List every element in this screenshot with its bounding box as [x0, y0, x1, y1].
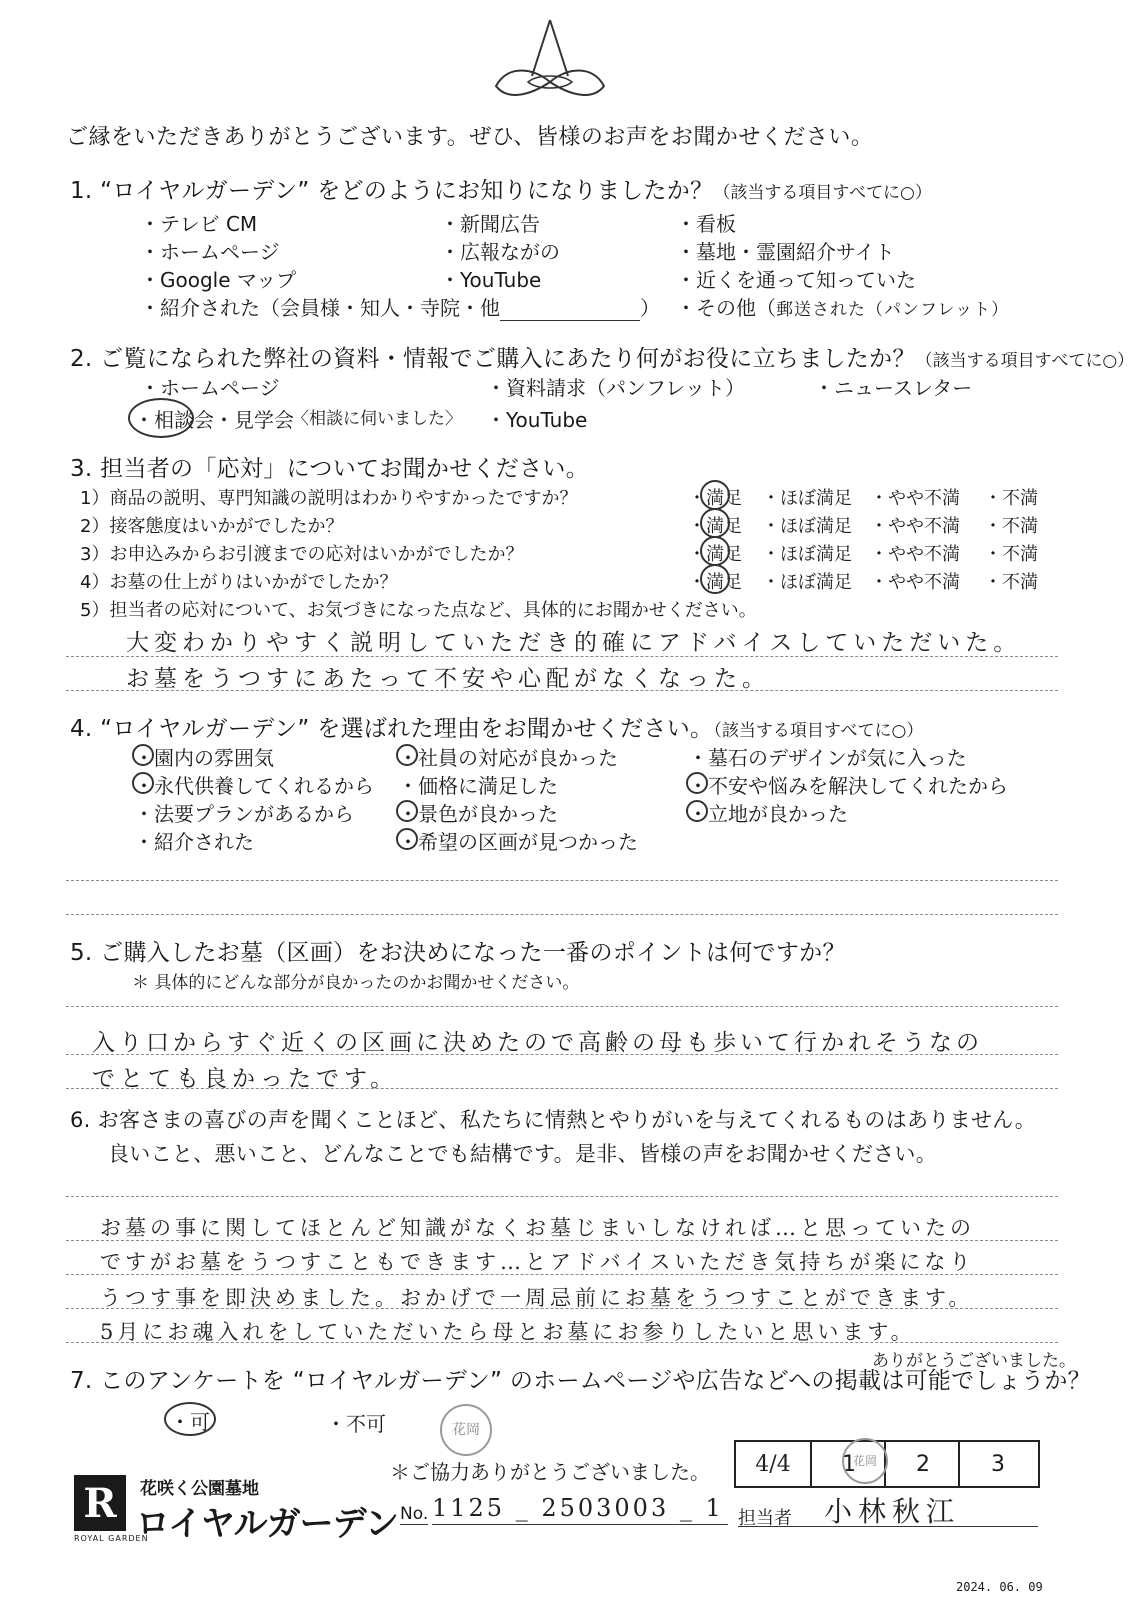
q3-title: 3. 担当者の「応対」についてお聞かせください。: [70, 456, 589, 482]
q4-option-resolved[interactable]: ・不安や悩みを解決してくれたから: [688, 774, 1008, 798]
q3-1-circle-mark: [700, 480, 730, 510]
q1-option-referred[interactable]: [140, 292, 660, 321]
q4-mark-scenery: [396, 800, 418, 822]
q1-option-signboard[interactable]: ・看板: [676, 212, 736, 236]
q4-option-atmosphere[interactable]: ・園内の雰囲気: [134, 746, 274, 770]
q3-1-dissatisfied[interactable]: ・不満: [984, 488, 1038, 509]
number-underline: [432, 1524, 728, 1525]
q3-4-circle-mark: [700, 564, 730, 594]
tally-cell-3: 2: [884, 1442, 960, 1486]
q6-rule-2: [66, 1274, 1058, 1275]
q5-rule-2: [66, 1088, 1058, 1089]
q5-answer-line-1: 入り口からすぐ近くの区画に決めたので高齢の母も歩いて行かれそうなの: [92, 1030, 983, 1056]
q3-item-4: 4）お墓の仕上がりはいかがでしたか？: [80, 572, 398, 593]
q6-answer-line-2: ですがお墓をうつすこともできます…とアドバイスいただき気持ちが楽になり: [100, 1250, 975, 1274]
q3-answer-line-1: 大変わかりやすく説明していただき的確にアドバイスしていただいた。: [126, 630, 1022, 656]
q4-title-row: [70, 710, 923, 743]
q3-2-satisfied[interactable]: ・満足: [688, 516, 742, 537]
q5-rule-1: [66, 1054, 1058, 1055]
q2-option-youtube[interactable]: ・YouTube: [486, 408, 588, 432]
q6-rule-0: [66, 1196, 1058, 1197]
q1-other-label: ・その他（: [676, 296, 776, 320]
q1-title-row: [70, 172, 932, 205]
q3-answer-rule-2: [66, 690, 1058, 691]
q2-note: （該当する項目すべてに○）: [915, 351, 1135, 371]
q6-rule-3: [66, 1308, 1058, 1309]
intro-text: ご縁をいただきありがとうございます。ぜひ、皆様のお声をお聞かせください。: [66, 125, 874, 150]
q6-answer-line-4: 5月にお魂入れをしていただいたら母とお墓にお参りしたいと思います。: [100, 1320, 916, 1344]
q7-option-no[interactable]: ・不可: [326, 1412, 386, 1436]
q5-rule-0: [66, 1006, 1058, 1007]
q3-3-dissatisfied[interactable]: ・不満: [984, 544, 1038, 565]
q3-3-circle-mark: [700, 536, 730, 566]
q4-mark-eternal: [132, 772, 154, 794]
q6-rule-4: [66, 1342, 1058, 1343]
q3-2-dissatisfied[interactable]: ・不満: [984, 516, 1038, 537]
q2-option-homepage[interactable]: ・ホームページ: [140, 376, 280, 400]
q3-2-mostly[interactable]: ・ほぼ満足: [762, 516, 852, 537]
q3-1-slightly[interactable]: ・やや不満: [870, 488, 960, 509]
q3-3-satisfied[interactable]: ・満足: [688, 544, 742, 565]
q4-mark-staff: [396, 744, 418, 766]
q1-option-koho[interactable]: ・広報ながの: [440, 240, 560, 264]
q1-option-site[interactable]: ・墓地・霊園紹介サイト: [676, 240, 895, 264]
ornament-icon: [488, 16, 612, 102]
q3-2-circle-mark: [700, 508, 730, 538]
logo-subtext: ROYAL GARDEN: [74, 1534, 149, 1543]
q2-option-newsletter[interactable]: ・ニュースレター: [814, 376, 973, 400]
q4-mark-resolved: [686, 772, 708, 794]
q2-title-row: [70, 340, 1134, 373]
q1-referred-blank: [500, 302, 640, 321]
tally-cell-2: 1: [810, 1442, 886, 1486]
q4-option-memorial[interactable]: ・法要プランがあるから: [134, 802, 354, 826]
q2-title: 2. ご覧になられた弊社の資料・情報でご購入にあたり何がお役に立ちましたか？: [70, 346, 916, 372]
q1-option-homepage[interactable]: ・ホームページ: [140, 240, 280, 264]
seal-stamp: [440, 1404, 492, 1456]
tally-cell-1: 4/4: [755, 1451, 791, 1477]
q1-referred-close: ）: [640, 296, 660, 320]
q3-1-mostly[interactable]: ・ほぼ満足: [762, 488, 852, 509]
q1-option-tv[interactable]: ・テレビ CM: [140, 212, 258, 236]
q3-1-satisfied[interactable]: ・満足: [688, 488, 742, 509]
q4-option-price[interactable]: ・価格に満足した: [398, 774, 558, 798]
logo-icon: R: [74, 1475, 126, 1531]
seal-stamp-text: 花岡: [452, 1421, 480, 1438]
seal-stamp-box: [842, 1438, 888, 1484]
q3-answer-line-2: お墓をうつすにあたって不安や心配がなくなった。: [126, 666, 770, 692]
q4-mark-plot: [396, 828, 418, 850]
q5-answer-line-2: でとても良かったです。: [92, 1066, 399, 1092]
thanks-text: ＊ご協力ありがとうございました。: [390, 1460, 710, 1484]
q4-mark-atmosphere: [132, 744, 154, 766]
q4-mark-location: [686, 800, 708, 822]
q6-title-line-2: 良いこと、悪いこと、どんなことでも結構です。是非、皆様の声をお聞かせください。: [108, 1142, 938, 1166]
q6-answer-line-1: お墓の事に関してほとんど知識がなくお墓じまいしなければ…と思っていたの: [100, 1216, 975, 1240]
date-stamp: 2024. 06. 09: [956, 1580, 1043, 1594]
q3-item-1: 1）商品の説明、専門知識の説明はわかりやすかったですか？: [80, 488, 578, 509]
q4-option-referred[interactable]: ・紹介された: [134, 830, 254, 854]
q6-rule-1: [66, 1240, 1058, 1241]
q2-option-consultation[interactable]: ・相談会・見学会: [134, 408, 294, 432]
q4-option-plot[interactable]: ・希望の区画が見つかった: [398, 830, 638, 854]
q4-option-location[interactable]: ・立地が良かった: [688, 802, 848, 826]
q6-answer-line-3: うつす事を即決めました。おかげで一周忌前にお墓をうつすことができます。: [100, 1286, 974, 1310]
q7-option-yes[interactable]: ・可: [170, 1410, 210, 1434]
q4-option-eternal[interactable]: ・永代供養してくれるから: [134, 774, 374, 798]
q1-option-other[interactable]: [676, 292, 1009, 321]
q4-title: 4. “ロイヤルガーデン” を選ばれた理由をお聞かせください。: [70, 716, 714, 742]
brand-tagline: 花咲く公園墓地: [140, 1479, 259, 1499]
q4-option-design[interactable]: ・墓石のデザインが気に入った: [688, 746, 967, 770]
q1-note: （該当する項目すべてに○）: [713, 183, 932, 203]
number-label: No.: [400, 1504, 429, 1524]
q1-option-newspaper[interactable]: ・新聞広告: [440, 212, 540, 236]
q1-option-googlemap[interactable]: ・Google マップ: [140, 268, 297, 292]
q3-3-slightly[interactable]: ・やや不満: [870, 544, 960, 565]
q6-title-line-1: 6. お客さまの喜びの声を聞くことほど、私たちに情熱とやりがいを与えてくれるものはありません。: [70, 1108, 1037, 1132]
q3-answer-rule-1: [66, 656, 1058, 657]
q1-other-handwriting: 郵送された（パンフレット）: [776, 300, 1010, 320]
q4-rule-2: [66, 914, 1058, 915]
staff-label: 担当者: [738, 1508, 792, 1529]
q2-handwriting: 〈相談に伺いました〉: [292, 409, 462, 429]
q5-title: 5. ご購入したお墓（区画）をお決めになった一番のポイントは何ですか？: [70, 940, 846, 966]
q2-option-pamphlet[interactable]: ・資料請求（パンフレット）: [486, 376, 745, 400]
q7-title: 7. このアンケートを “ロイヤルガーデン” のホームページや広告などへの掲載は可能でしょうか？: [70, 1368, 1091, 1394]
q1-option-youtube[interactable]: ・YouTube: [440, 268, 542, 292]
tally-cell-4: 3: [958, 1442, 1036, 1486]
q3-item-3: 3）お申込みからお引渡までの応対はいかがでしたか？: [80, 544, 524, 565]
q3-4-mostly[interactable]: ・ほぼ満足: [762, 572, 852, 593]
q4-rule-1: [66, 880, 1058, 881]
q4-option-scenery[interactable]: ・景色が良かった: [398, 802, 558, 826]
q3-item-2: 2）接客態度はいかがでしたか？: [80, 516, 344, 537]
q1-referred-label: ・紹介された（会員様・知人・寺院・他: [140, 296, 500, 320]
q3-4-slightly[interactable]: ・やや不満: [870, 572, 960, 593]
q3-2-slightly[interactable]: ・やや不満: [870, 516, 960, 537]
seal-stamp-box-text: 花岡: [852, 1453, 877, 1468]
q3-item-5: 5）担当者の応対について、お気づきになった点など、具体的にお聞かせください。: [80, 600, 757, 621]
q3-4-dissatisfied[interactable]: ・不満: [984, 572, 1038, 593]
number-handwriting: 1125 _ 2503003 _ 1: [432, 1494, 724, 1522]
q6-thanks-handwriting: ありがとうございました。: [872, 1351, 1076, 1371]
q1-title: 1. “ロイヤルガーデン” をどのようにお知りになりましたか？: [70, 178, 714, 204]
brand-name: ロイヤルガーデン: [136, 1504, 398, 1544]
q5-note: ＊ 具体的にどんな部分が良かったのかお聞かせください。: [132, 973, 580, 993]
q3-3-mostly[interactable]: ・ほぼ満足: [762, 544, 852, 565]
staff-handwriting: 小林秋江: [824, 1495, 961, 1528]
q1-option-nearby[interactable]: ・近くを通って知っていた: [676, 268, 916, 292]
staff-underline: [738, 1526, 1038, 1527]
q4-note: （該当する項目すべてに○）: [713, 721, 924, 741]
q3-4-satisfied[interactable]: ・満足: [688, 572, 742, 593]
q4-option-staff[interactable]: ・社員の対応が良かった: [398, 746, 618, 770]
